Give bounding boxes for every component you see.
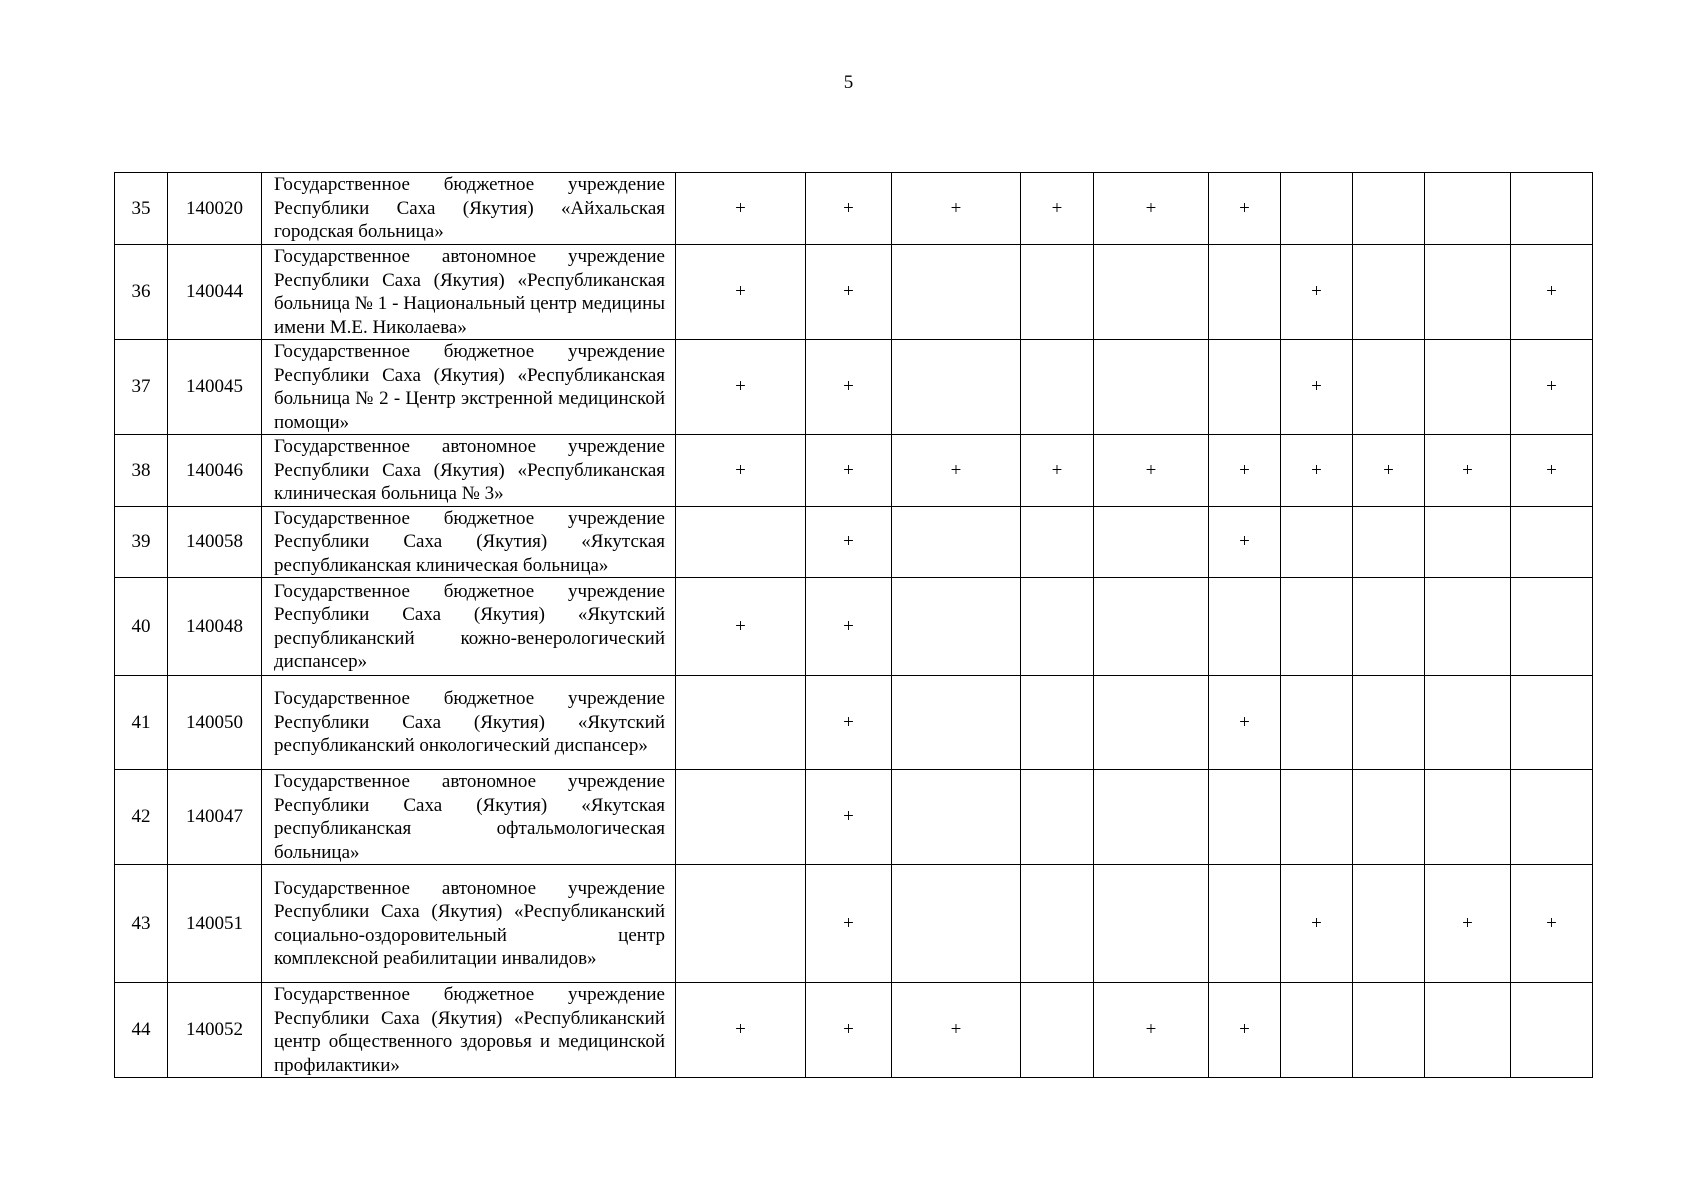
mark-cell-2 [806, 770, 892, 865]
mark-cell-3 [892, 983, 1021, 1078]
mark-cell-3 [892, 770, 1021, 865]
mark-cell-5 [1094, 435, 1209, 507]
row-number-cell: 43 [115, 865, 168, 983]
mark-cell-7 [1281, 340, 1353, 435]
mark-cell-9 [1425, 578, 1511, 676]
plus-mark: + [735, 376, 746, 398]
table-row [115, 676, 1593, 770]
plus-mark: + [843, 376, 854, 398]
mark-cell-3 [892, 173, 1021, 245]
registry-code-cell: 140045 [168, 340, 262, 435]
plus-mark: + [1546, 376, 1557, 398]
mark-cell-8 [1353, 173, 1425, 245]
registry-code-cell: 140020 [168, 173, 262, 245]
mark-cell-5 [1094, 340, 1209, 435]
plus-mark: + [735, 197, 746, 219]
organization-name-cell: Государственное бюджетное учреждение Республики Саха (Якутия) «Айхальская городская больница» [262, 173, 676, 245]
mark-cell-3 [892, 578, 1021, 676]
registry-code-cell: 140048 [168, 578, 262, 676]
mark-cell-3 [892, 435, 1021, 507]
plus-mark: + [843, 615, 854, 637]
mark-cell-2 [806, 340, 892, 435]
mark-cell-7 [1281, 245, 1353, 340]
mark-cell-6 [1209, 676, 1281, 770]
plus-mark: + [843, 197, 854, 219]
plus-mark: + [843, 912, 854, 934]
organization-name-cell: Государственное бюджетное учреждение Республики Саха (Якутия) «Республиканская больница № 2 - Центр экстренной медицинской помощи» [262, 340, 676, 435]
mark-cell-10 [1511, 173, 1593, 245]
mark-cell-1 [676, 245, 806, 340]
mark-cell-6 [1209, 506, 1281, 578]
mark-cell-1 [676, 173, 806, 245]
mark-cell-8 [1353, 676, 1425, 770]
mark-cell-4 [1021, 506, 1094, 578]
mark-cell-7 [1281, 865, 1353, 983]
mark-cell-3 [892, 340, 1021, 435]
mark-cell-4 [1021, 245, 1094, 340]
plus-mark: + [735, 459, 746, 481]
mark-cell-4 [1021, 770, 1094, 865]
row-number-cell: 35 [115, 173, 168, 245]
mark-cell-2 [806, 173, 892, 245]
mark-cell-2 [806, 676, 892, 770]
row-number-cell: 41 [115, 676, 168, 770]
plus-mark: + [1239, 531, 1250, 552]
mark-cell-9 [1425, 983, 1511, 1078]
table-row [115, 506, 1593, 578]
organization-name-cell: Государственное бюджетное учреждение Республики Саха (Якутия) «Якутская республиканская клиническая больница» [262, 506, 676, 578]
mark-cell-8 [1353, 506, 1425, 578]
plus-mark: + [950, 197, 962, 219]
mark-cell-5 [1094, 983, 1209, 1078]
registry-code-cell: 140046 [168, 435, 262, 507]
mark-cell-5 [1094, 676, 1209, 770]
organization-name-cell: Государственное автономное учреждение Республики Саха (Якутия) «Республиканская больница № 1 - Национальный центр медицины имени М.Е. Николаева» [262, 245, 676, 340]
mark-cell-1 [676, 435, 806, 507]
row-number-cell: 40 [115, 578, 168, 676]
mark-cell-3 [892, 865, 1021, 983]
plus-mark: + [1145, 1019, 1157, 1041]
plus-mark: + [843, 531, 854, 552]
mark-cell-2 [806, 435, 892, 507]
mark-cell-10 [1511, 435, 1593, 507]
mark-cell-8 [1353, 865, 1425, 983]
table-body [115, 173, 1593, 1078]
mark-cell-5 [1094, 865, 1209, 983]
mark-cell-6 [1209, 983, 1281, 1078]
mark-cell-7 [1281, 770, 1353, 865]
mark-cell-4 [1021, 983, 1094, 1078]
plus-mark: + [950, 459, 962, 481]
mark-cell-5 [1094, 173, 1209, 245]
plus-mark: + [1546, 459, 1557, 481]
plus-mark: + [843, 806, 854, 828]
mark-cell-9 [1425, 340, 1511, 435]
mark-cell-6 [1209, 865, 1281, 983]
mark-cell-4 [1021, 676, 1094, 770]
mark-cell-1 [676, 983, 806, 1078]
mark-cell-4 [1021, 435, 1094, 507]
mark-cell-8 [1353, 983, 1425, 1078]
mark-cell-10 [1511, 578, 1593, 676]
registry-code-cell: 140050 [168, 676, 262, 770]
plus-mark: + [1383, 459, 1394, 481]
row-number-cell: 37 [115, 340, 168, 435]
mark-cell-8 [1353, 245, 1425, 340]
mark-cell-5 [1094, 770, 1209, 865]
plus-mark: + [1311, 281, 1322, 303]
mark-cell-10 [1511, 865, 1593, 983]
mark-cell-7 [1281, 983, 1353, 1078]
plus-mark: + [1311, 459, 1322, 481]
mark-cell-5 [1094, 245, 1209, 340]
table-row [115, 245, 1593, 340]
mark-cell-10 [1511, 506, 1593, 578]
plus-mark: + [1311, 912, 1322, 934]
plus-mark: + [1051, 459, 1063, 481]
page-number: 5 [843, 72, 854, 93]
mark-cell-8 [1353, 770, 1425, 865]
plus-mark: + [735, 1019, 746, 1041]
mark-cell-5 [1094, 578, 1209, 676]
mark-cell-6 [1209, 173, 1281, 245]
mark-cell-8 [1353, 435, 1425, 507]
mark-cell-1 [676, 340, 806, 435]
mark-cell-7 [1281, 506, 1353, 578]
mark-cell-10 [1511, 340, 1593, 435]
row-number-cell: 39 [115, 506, 168, 578]
mark-cell-4 [1021, 865, 1094, 983]
mark-cell-6 [1209, 578, 1281, 676]
plus-mark: + [950, 1019, 962, 1041]
mark-cell-10 [1511, 245, 1593, 340]
table-row [115, 983, 1593, 1078]
mark-cell-4 [1021, 578, 1094, 676]
mark-cell-9 [1425, 435, 1511, 507]
mark-cell-1 [676, 578, 806, 676]
mark-cell-2 [806, 245, 892, 340]
row-number-cell: 44 [115, 983, 168, 1078]
plus-mark: + [843, 281, 854, 303]
plus-mark: + [1239, 459, 1250, 481]
mark-cell-1 [676, 506, 806, 578]
mark-cell-6 [1209, 435, 1281, 507]
organization-name-cell: Государственное бюджетное учреждение Республики Саха (Якутия) «Республиканский центр общественного здоровья и медицинской профилактики» [262, 983, 676, 1078]
mark-cell-10 [1511, 770, 1593, 865]
table-row [115, 578, 1593, 676]
mark-cell-1 [676, 676, 806, 770]
mark-cell-6 [1209, 340, 1281, 435]
mark-cell-9 [1425, 770, 1511, 865]
plus-mark: + [1051, 197, 1063, 219]
mark-cell-7 [1281, 435, 1353, 507]
plus-mark: + [1462, 459, 1473, 481]
plus-mark: + [843, 1019, 854, 1041]
table-row [115, 173, 1593, 245]
mark-cell-8 [1353, 578, 1425, 676]
mark-cell-1 [676, 865, 806, 983]
table-row [115, 770, 1593, 865]
plus-mark: + [1239, 197, 1250, 219]
registry-code-cell: 140058 [168, 506, 262, 578]
mark-cell-3 [892, 245, 1021, 340]
mark-cell-2 [806, 506, 892, 578]
table-row [115, 340, 1593, 435]
mark-cell-1 [676, 770, 806, 865]
plus-mark: + [1546, 281, 1557, 303]
organization-name-cell: Государственное автономное учреждение Республики Саха (Якутия) «Республиканский социально-оздоровительный центр комплексной реабилитации инвалидов» [262, 865, 676, 983]
mark-cell-2 [806, 865, 892, 983]
mark-cell-6 [1209, 245, 1281, 340]
plus-mark: + [735, 615, 746, 637]
mark-cell-9 [1425, 676, 1511, 770]
plus-mark: + [843, 459, 854, 481]
plus-mark: + [735, 281, 746, 303]
organization-name-cell: Государственное автономное учреждение Республики Саха (Якутия) «Республиканская клиническая больница № 3» [262, 435, 676, 507]
mark-cell-10 [1511, 676, 1593, 770]
mark-cell-9 [1425, 245, 1511, 340]
row-number-cell: 36 [115, 245, 168, 340]
mark-cell-9 [1425, 865, 1511, 983]
mark-cell-2 [806, 578, 892, 676]
mark-cell-10 [1511, 983, 1593, 1078]
table-row [115, 435, 1593, 507]
mark-cell-2 [806, 983, 892, 1078]
mark-cell-8 [1353, 340, 1425, 435]
mark-cell-9 [1425, 506, 1511, 578]
mark-cell-9 [1425, 173, 1511, 245]
plus-mark: + [843, 711, 854, 733]
plus-mark: + [1145, 459, 1157, 481]
mark-cell-4 [1021, 340, 1094, 435]
mark-cell-4 [1021, 173, 1094, 245]
mark-cell-3 [892, 506, 1021, 578]
plus-mark: + [1546, 912, 1557, 934]
plus-mark: + [1239, 711, 1250, 733]
registry-code-cell: 140051 [168, 865, 262, 983]
organization-name-cell: Государственное бюджетное учреждение Республики Саха (Якутия) «Якутский республиканский кожно-венерологический диспансер» [262, 578, 676, 676]
registry-code-cell: 140052 [168, 983, 262, 1078]
organizations-table [114, 172, 1593, 1078]
organization-name-cell: Государственное автономное учреждение Республики Саха (Якутия) «Якутская республиканская офтальмологическая больница» [262, 770, 676, 865]
organization-name-cell: Государственное бюджетное учреждение Республики Саха (Якутия) «Якутский республиканский онкологический диспансер» [262, 676, 676, 770]
mark-cell-7 [1281, 578, 1353, 676]
plus-mark: + [1239, 1019, 1250, 1041]
plus-mark: + [1311, 376, 1322, 398]
row-number-cell: 38 [115, 435, 168, 507]
row-number-cell: 42 [115, 770, 168, 865]
plus-mark: + [1145, 197, 1157, 219]
mark-cell-7 [1281, 676, 1353, 770]
mark-cell-5 [1094, 506, 1209, 578]
registry-code-cell: 140047 [168, 770, 262, 865]
mark-cell-3 [892, 676, 1021, 770]
plus-mark: + [1462, 912, 1473, 934]
registry-code-cell: 140044 [168, 245, 262, 340]
table-row [115, 865, 1593, 983]
mark-cell-6 [1209, 770, 1281, 865]
mark-cell-7 [1281, 173, 1353, 245]
